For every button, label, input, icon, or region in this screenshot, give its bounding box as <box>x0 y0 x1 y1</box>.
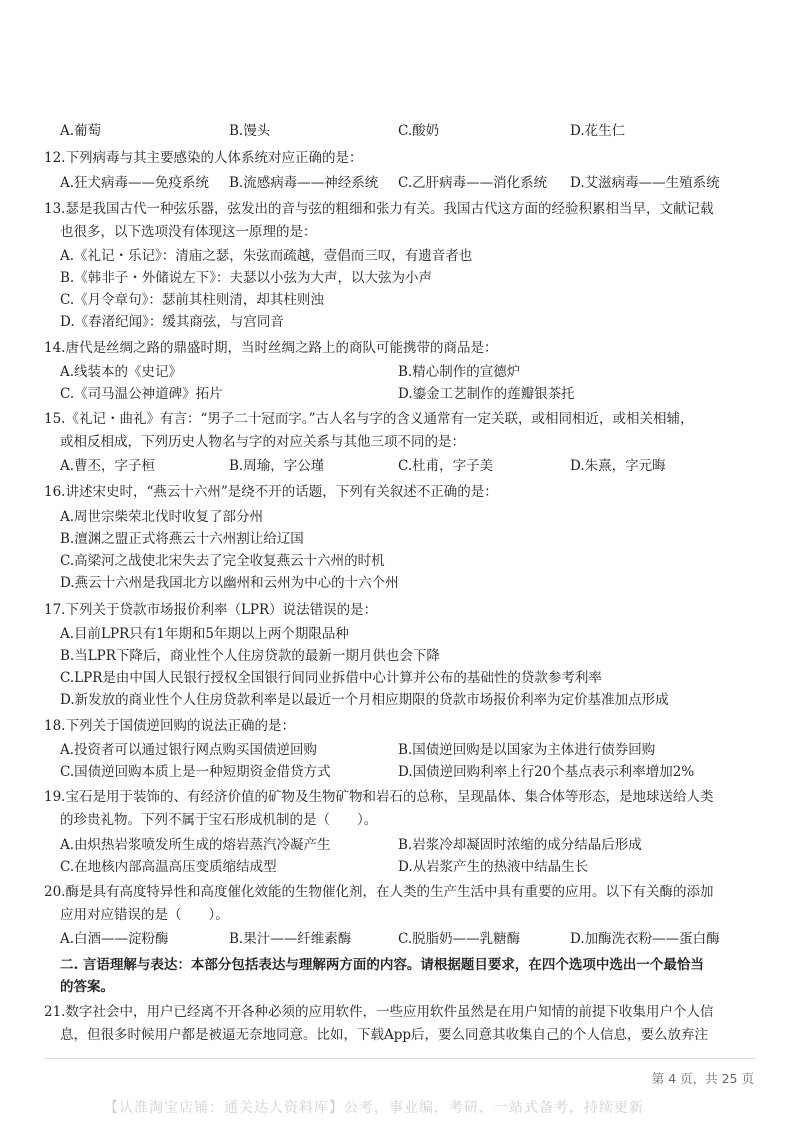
q20-option-a: A.白酒——淀粉酶 <box>60 931 169 947</box>
q20-stem-line1: 20.酶是具有高度特异性和高度催化效能的生物催化剂，在人类的生产生活中具有重要的应用。以下有关酶的添加 <box>44 884 714 900</box>
q11-option-b: B.馒头 <box>229 123 271 139</box>
q13-option-b: B.《韩非子・外储说左下》：夫瑟以小弦为大声，以大弦为小声 <box>60 270 432 286</box>
q16-option-b: B.澶渊之盟正式将燕云十六州割让给辽国 <box>60 531 304 547</box>
q19-option-d: D.从岩浆产生的热液中结晶生长 <box>398 859 589 875</box>
q20-stem-line2: 应用对应错误的是（ ）。 <box>60 907 229 923</box>
q14-option-a: A.线装本的《史记》 <box>60 364 183 380</box>
watermark-text: 【认准淘宝店铺：通关达人资料库】公考，事业编，考研，一站式备考，持续更新 <box>104 1100 644 1116</box>
q17-option-d: D.新发放的商业性个人住房贷款利率是以最近一个月相应期限的贷款市场报价利率为定价基准加点形成 <box>60 692 669 708</box>
page-indicator: 第 4 页，共 25 页 <box>651 1071 754 1086</box>
q15-stem-line2: 或相反相成，下列历史人物名与字的对应关系与其他三项不同的是： <box>60 434 465 450</box>
q14-option-c: C.《司马温公神道碑》拓片 <box>60 386 223 402</box>
q14-option-d: D.鎏金工艺制作的莲瓣银茶托 <box>398 386 575 402</box>
q17-option-b: B.当LPR下降后，商业性个人住房贷款的最新一期月供也会下降 <box>60 648 440 664</box>
q12-option-d: D.艾滋病毒——生殖系统 <box>570 175 720 191</box>
q13-option-d: D.《春渚纪闻》：缓其商弦，与宫同音 <box>60 314 284 330</box>
q18-option-c: C.国债逆回购本质上是一种短期资金借贷方式 <box>60 764 331 780</box>
q15-option-b: B.周瑜，字公瑾 <box>229 458 325 474</box>
q16-option-c: C.高梁河之战使北宋失去了完全收复燕云十六州的时机 <box>60 553 385 569</box>
q18-option-a: A.投资者可以通过银行网点购买国债逆回购 <box>60 742 318 758</box>
section2-heading-line1: 二. 言语理解与表达：本部分包括表达与理解两方面的内容。请根据题目要求，在四个选项中选出一个最恰当 <box>60 957 704 973</box>
q17-option-c: C.LPR是由中国人民银行授权全国银行间同业拆借中心计算并公布的基础性的贷款参考利率 <box>60 670 602 686</box>
q21-stem-line2: 息，但很多时候用户都是被逼无奈地同意。比如，下载App后，要么同意其收集自己的个人信息，要么放弃注 <box>60 1027 709 1043</box>
q15-option-a: A.曹丕，字子桓 <box>60 458 156 474</box>
footer-divider <box>44 1058 756 1059</box>
q12-option-b: B.流感病毒——神经系统 <box>229 175 379 191</box>
q12-stem: 12.下列病毒与其主要感染的人体系统对应正确的是： <box>44 150 363 166</box>
q18-stem: 18.下列关于国债逆回购的说法正确的是： <box>44 718 295 734</box>
q17-option-a: A.目前LPR只有1年期和5年期以上两个期限品种 <box>60 626 349 642</box>
q15-option-c: C.杜甫，字子美 <box>398 458 494 474</box>
q15-option-d: D.朱熹，字元晦 <box>570 458 666 474</box>
q20-option-d: D.加酶洗衣粉——蛋白酶 <box>570 931 720 947</box>
q16-option-d: D.燕云十六州是我国北方以幽州和云州为中心的十六个州 <box>60 575 399 591</box>
q16-option-a: A.周世宗柴荣北伐时收复了部分州 <box>60 509 264 525</box>
q13-option-c: C.《月令章句》：瑟前其柱则清，却其柱则浊 <box>60 292 324 308</box>
q19-option-b: B.岩浆冷却凝固时浓缩的成分结晶后形成 <box>398 837 642 853</box>
q19-option-a: A.由炽热岩浆喷发所生成的熔岩蒸汽冷凝产生 <box>60 837 331 853</box>
q19-stem-line2: 的珍贵礼物。下列不属于宝石形成机制的是（ ）。 <box>60 812 378 828</box>
q18-option-d: D.国债逆回购利率上行20个基点表示利率增加2% <box>398 764 695 780</box>
q16-stem: 16.讲述宋史时，“燕云十六州”是绕不开的话题，下列有关叙述不正确的是： <box>44 484 498 500</box>
q12-option-c: C.乙肝病毒——消化系统 <box>398 175 548 191</box>
q21-stem-line1: 21.数字社会中，用户已经离不开各种必须的应用软件，一些应用软件虽然是在用户知情的前提下收集用户个人信 <box>44 1004 714 1020</box>
q11-option-a: A.葡萄 <box>60 123 102 139</box>
q12-option-a: A.狂犬病毒——免疫系统 <box>60 175 210 191</box>
q13-option-a: A.《礼记・乐记》：清庙之瑟，朱弦而疏越，壹倡而三叹，有遗音者也 <box>60 248 473 264</box>
q11-option-d: D.花生仁 <box>570 123 626 139</box>
q20-option-b: B.果汁——纤维素酶 <box>229 931 352 947</box>
section2-heading-line2: 的答案。 <box>60 979 114 995</box>
q13-stem-line1: 13.瑟是我国古代一种弦乐器，弦发出的音与弦的粗细和张力有关。我国古代这方面的经验积累相当早，文献记载 <box>44 201 714 217</box>
q17-stem: 17.下列关于贷款市场报价利率（LPR）说法错误的是： <box>44 602 378 618</box>
q19-option-c: C.在地核内部高温高压变质缩结成型 <box>60 859 277 875</box>
q13-stem-line2: 也很多，以下选项没有体现这一原理的是： <box>60 224 317 240</box>
q19-stem-line1: 19.宝石是用于装饰的、有经济价值的矿物及生物矿物和岩石的总称，呈现晶体、集合体等形态，是地球送给人类 <box>44 789 714 805</box>
q15-stem-line1: 15.《礼记・曲礼》有言：“男子二十冠而字。”古人名与字的含义通常有一定关联，或相同相近，或相关相辅， <box>44 411 694 427</box>
q14-stem: 14.唐代是丝绸之路的鼎盛时期，当时丝绸之路上的商队可能携带的商品是： <box>44 340 498 356</box>
q14-option-b: B.精心制作的宣德炉 <box>398 364 521 380</box>
q11-option-c: C.酸奶 <box>398 123 440 139</box>
q20-option-c: C.脱脂奶——乳糖酶 <box>398 931 521 947</box>
q18-option-b: B.国债逆回购是以国家为主体进行债券回购 <box>398 742 656 758</box>
